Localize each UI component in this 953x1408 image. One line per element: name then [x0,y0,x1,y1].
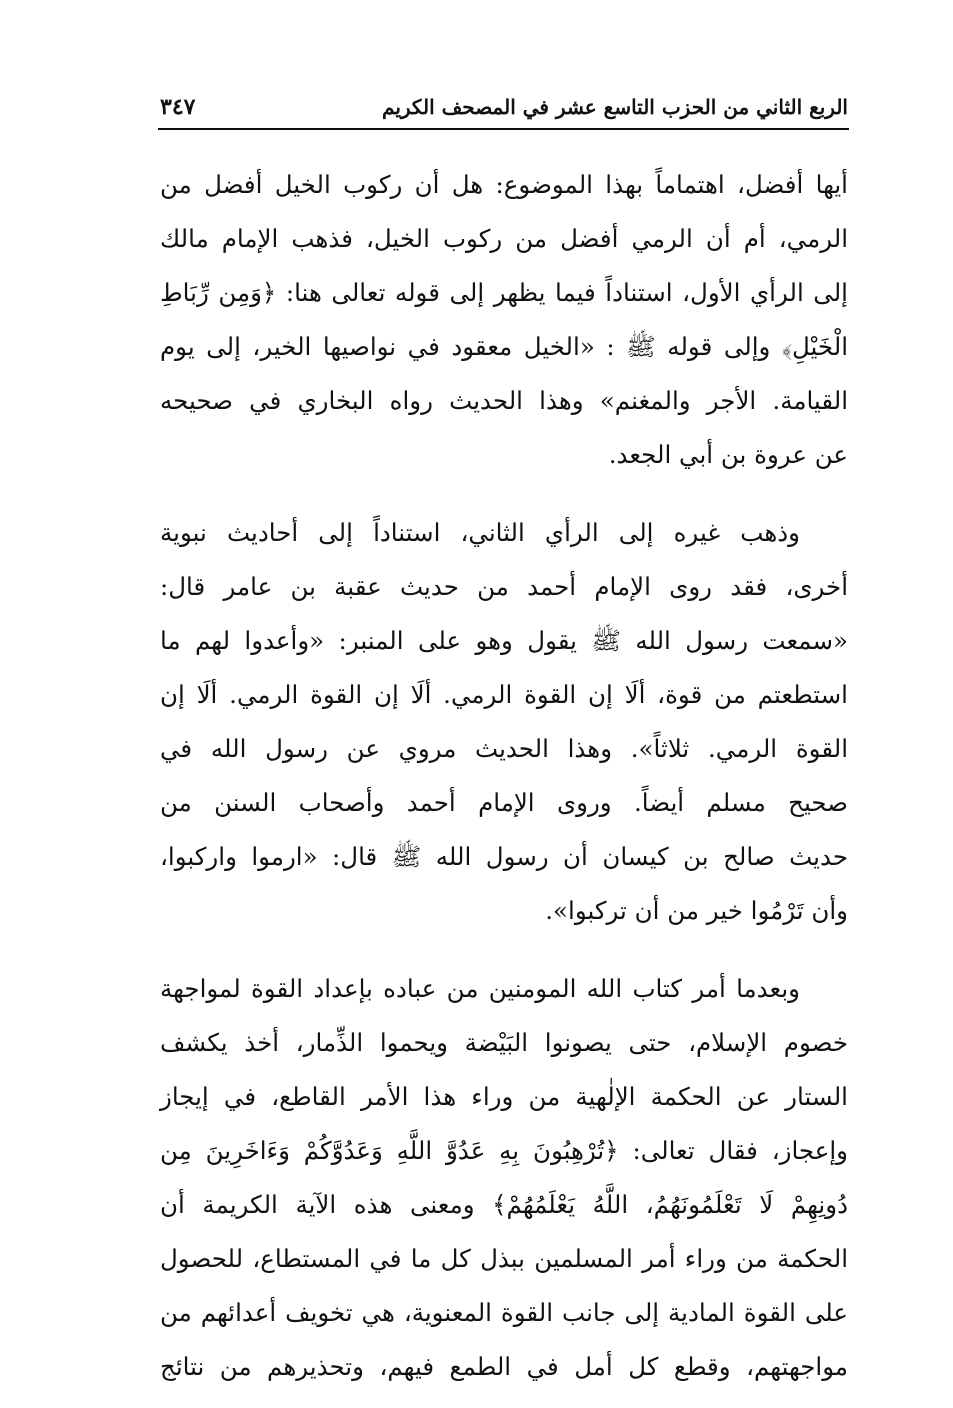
paragraph-3 [160,962,848,1394]
running-header [160,92,848,128]
text-line: مواجهتهم، وقطع كل أمل في الطمع فيهم، وتحذيرهم من نتائج [160,1352,848,1381]
paragraph-1 [160,158,848,482]
text-line: إلى الرأي الأول، استناداً فيما يظهر إلى قوله تعالى هنا: ﴿وَمِن رِّبَاطِ [160,278,848,307]
text-line: صحيح مسلم أيضاً. وروى الإمام أحمد وأصحاب السنن من [160,788,848,817]
text-line: حديث صالح بن كيسان أن رسول الله ﷺ قال: «ارموا واركبوا، [160,842,848,871]
text-line: خصوم الإسلام، حتى يصونوا البَيْضة ويحموا الذِّمار، أخذ يكشف [160,1028,848,1057]
text-line: الحكمة من وراء أمر المسلمين ببذل كل ما في المستطاع، للحصول [160,1244,848,1273]
text-line: أخرى، فقد روى الإمام أحمد من حديث عقبة بن عامر قال: [160,572,848,601]
text-line: دُونِهِمْ لَا تَعْلَمُونَهُمُ، اللَّهُ يَعْلَمُهُمْ﴾ ومعنى هذه الآية الكريمة أن [160,1190,848,1219]
text-line: القيامة. الأجر والمغنم» وهذا الحديث رواه البخاري في صحيحه [160,386,848,415]
text-line: عن عروة بن أبي الجعد. [608,440,848,469]
text-line: القوة الرمي. ثلاثاً». وهذا الحديث مروي عن رسول الله في [160,734,848,763]
paragraph-2 [160,506,848,938]
body-text [160,158,848,1394]
paragraph-gap [160,938,848,962]
text-line: وذهب غيره إلى الرأي الثاني، استناداً إلى أحاديث نبوية [160,518,800,547]
text-line: وبعدما أمر كتاب الله المومنين من عباده بإعداد القوة لمواجهة [160,974,800,1003]
text-line: استطعتم من قوة، ألَا إن القوة الرمي. ألَا إن القوة الرمي. ألَا إن [160,680,848,709]
text-line: «سمعت رسول الله ﷺ يقول وهو على المنبر: «وأعدوا لهم ما [160,626,848,655]
text-line: وأن تَرْمُوا خير من أن تركبوا». [545,896,848,925]
paragraph-gap [160,482,848,506]
text-line: أيها أفضل، اهتماماً بهذا الموضوع: هل أن ركوب الخيل أفضل من [160,170,848,199]
text-line: الْخَيْلِ﴾ وإلى قوله ﷺ : «الخيل معقود في نواصيها الخير، إلى يوم [160,332,848,361]
text-line: الستار عن الحكمة الإلٰهية من وراء هذا الأمر القاطع، في إيجاز [160,1082,848,1111]
text-line: الرمي، أم أن الرمي أفضل من ركوب الخيل، فذهب الإمام مالك [160,224,848,253]
header-rule [158,128,849,130]
page-number: ٣٤٧ [160,94,196,120]
text-line: وإعجاز، فقال تعالى: ﴿تُرْهِبُونَ بِهِ عَدُوَّ اللَّهِ وَعَدُوَّكُمْ وَءَاخَرِينَ مِن [160,1136,848,1165]
header-title: الربع الثاني من الحزب التاسع عشر في المصحف الكريم [382,95,848,119]
text-line: على القوة المادية إلى جانب القوة المعنوية، هي تخويف أعدائهم من [160,1298,848,1327]
